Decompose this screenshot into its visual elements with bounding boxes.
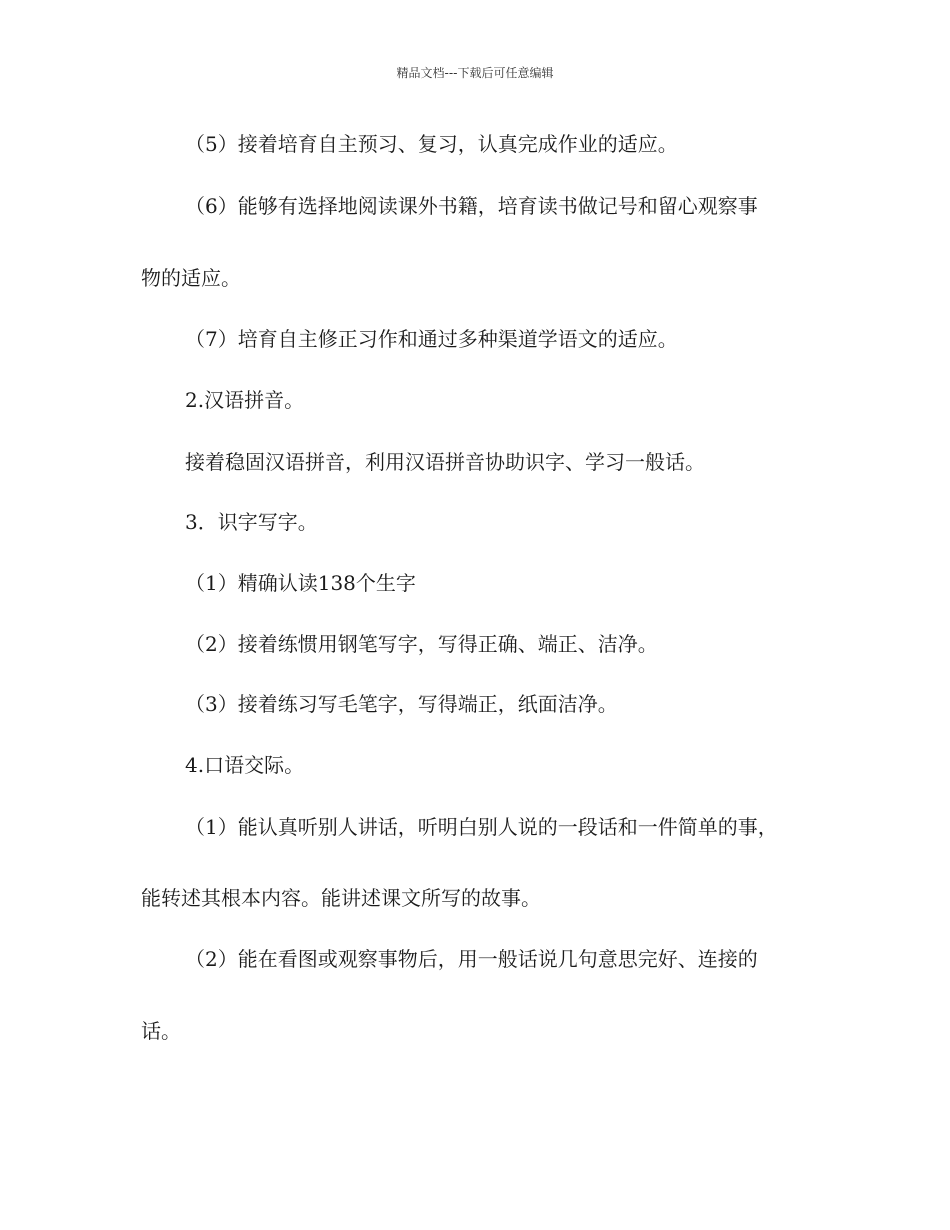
paragraph-line: （6）能够有选择地阅读课外书籍，培育读书做记号和留心观察事	[185, 194, 758, 218]
paragraph-line: （5）接着培育自主预习、复习，认真完成作业的适应。	[185, 132, 678, 156]
section-heading: 2.汉语拼音。	[185, 388, 305, 412]
paragraph-line: 话。	[141, 1019, 181, 1043]
paragraph-line: （7）培育自主修正习作和通过多种渠道学语文的适应。	[185, 327, 678, 351]
paragraph-line: （1）能认真听别人讲话，听明白别人说的一段话和一件简单的事，	[185, 815, 778, 839]
paragraph-line: （3）接着练习写毛笔字，写得端正，纸面洁净。	[185, 692, 618, 716]
page-header: 精品文档---下载后可任意编辑	[396, 66, 554, 80]
paragraph-line: 接着稳固汉语拼音，利用汉语拼音协助识字、学习一般话。	[185, 450, 705, 474]
section-heading: 3．识字写字。	[185, 510, 318, 534]
paragraph-line: 能转述其根本内容。能讲述课文所写的故事。	[141, 886, 541, 910]
paragraph-line: （2）能在看图或观察事物后，用一般话说几句意思完好、连接的	[185, 947, 758, 971]
section-heading: 4.口语交际。	[185, 753, 305, 777]
paragraph-line: （2）接着练惯用钢笔写字，写得正确、端正、洁净。	[185, 632, 658, 656]
paragraph-line: （1）精确认读138个生字	[185, 571, 416, 595]
paragraph-line: 物的适应。	[141, 266, 241, 290]
